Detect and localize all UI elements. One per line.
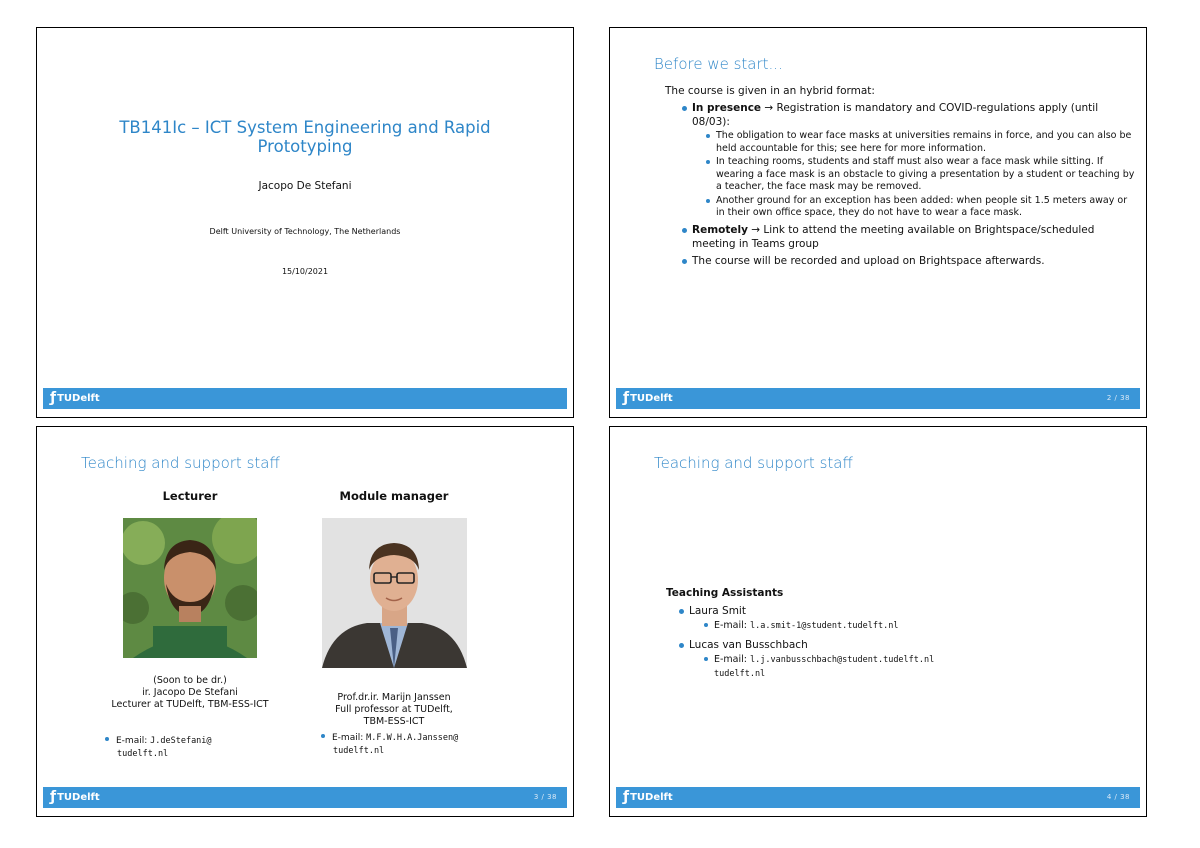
presence-text: → Registration is mandatory and COVID-regulations apply (until 08/03): bbox=[692, 102, 1099, 128]
caption-line: Prof.dr.ir. Marijn Janssen bbox=[337, 692, 451, 703]
tudelft-logo bbox=[50, 790, 100, 805]
manager-portrait-image bbox=[322, 518, 467, 668]
list-item bbox=[702, 653, 934, 681]
bullet-icon bbox=[321, 734, 325, 738]
slide-footer bbox=[43, 388, 567, 409]
caption-line: (Soon to be dr.) bbox=[153, 675, 227, 686]
email-domain[interactable]: tudelft.nl bbox=[117, 749, 169, 759]
lecturer-photo bbox=[123, 518, 257, 658]
list-item-remote bbox=[678, 223, 1135, 251]
slide-footer bbox=[616, 388, 1140, 409]
slide-footer bbox=[616, 787, 1140, 808]
presentation-title: TB141Ic – ICT System Engineering and Rapid Prototyping bbox=[119, 118, 491, 156]
lecturer-email bbox=[105, 735, 212, 761]
presentation-institute: Delft University of Technology, The Netherlands bbox=[209, 227, 401, 236]
caption-line: Full professor at TUDelft, bbox=[335, 704, 453, 715]
ta-heading: Teaching Assistants bbox=[666, 587, 784, 599]
logo-text: TUDelft bbox=[57, 792, 100, 803]
presence-label: In presence bbox=[692, 102, 762, 114]
intro-text: The course is given in an hybrid format: bbox=[665, 85, 875, 97]
slide-body bbox=[665, 84, 1135, 268]
bullet-icon bbox=[105, 737, 109, 741]
logo-text: TUDelft bbox=[630, 393, 673, 404]
list-item: The obligation to wear face masks at universities remains in force, and you can also be held accountable for this; see here for more information. bbox=[704, 130, 1135, 155]
ta-sublist bbox=[702, 653, 934, 681]
email-domain[interactable]: tudelft.nl bbox=[714, 669, 766, 679]
manager-email bbox=[321, 732, 458, 758]
email-address[interactable]: l.j.vanbusschbach@student.tudelft.nl bbox=[750, 655, 935, 665]
email-label: E-mail: bbox=[714, 620, 747, 631]
lecturer-column bbox=[95, 489, 285, 711]
slide-footer bbox=[43, 787, 567, 808]
lecturer-caption bbox=[95, 675, 285, 711]
ta-list bbox=[675, 603, 934, 681]
list-item: In teaching rooms, students and staff must also wear a face mask while sitting. If wearing a face mask is an obstacle to giving a presentation by a student or teaching by a teacher, the face mask may be removed. bbox=[704, 156, 1135, 194]
email-address[interactable]: M.F.W.H.A.Janssen@ bbox=[366, 733, 459, 743]
manager-caption bbox=[309, 692, 479, 728]
list-item: Another ground for an exception has been added: when people sit 1.5 meters away or in their own office space, they do not have to wear a face mask. bbox=[704, 195, 1135, 220]
flame-icon: ƒ bbox=[623, 390, 630, 406]
slide-title: Teaching and support staff bbox=[81, 454, 280, 472]
caption-line: TBM-ESS-ICT bbox=[363, 716, 425, 727]
slide-1-title[interactable] bbox=[36, 27, 574, 418]
flame-icon: ƒ bbox=[623, 789, 630, 805]
slide-body bbox=[666, 585, 934, 685]
email-domain[interactable]: tudelft.nl bbox=[333, 746, 385, 756]
slide-2-before-we-start[interactable] bbox=[609, 27, 1147, 418]
presence-sublist bbox=[704, 130, 1135, 220]
email-label: E-mail: bbox=[714, 654, 747, 665]
page-number: 2 / 38 bbox=[1106, 394, 1130, 402]
list-item bbox=[675, 637, 934, 681]
caption-line: ir. Jacopo De Stefani bbox=[142, 687, 238, 698]
logo-text: TUDelft bbox=[630, 792, 673, 803]
email-address[interactable]: l.a.smit-1@student.tudelft.nl bbox=[750, 621, 899, 631]
list-item-presence bbox=[678, 101, 1135, 220]
ta-name: Laura Smit bbox=[689, 605, 746, 617]
manager-heading: Module manager bbox=[339, 489, 449, 503]
logo-text: TUDelft bbox=[57, 393, 100, 404]
presentation-date: 15/10/2021 bbox=[281, 267, 329, 276]
remote-label: Remotely bbox=[692, 223, 748, 236]
tudelft-logo bbox=[623, 790, 673, 805]
ta-sublist bbox=[702, 619, 934, 633]
email-label: E-mail: bbox=[116, 736, 148, 746]
lecturer-portrait-image bbox=[123, 518, 257, 658]
email-address[interactable]: J.deStefani@ bbox=[150, 736, 212, 746]
lecturer-heading: Lecturer bbox=[162, 489, 218, 503]
manager-photo bbox=[322, 518, 467, 668]
slide-title: Teaching and support staff bbox=[654, 454, 853, 472]
flame-icon: ƒ bbox=[50, 789, 57, 805]
presentation-author: Jacopo De Stefani bbox=[258, 180, 352, 192]
page-number: 3 / 38 bbox=[533, 793, 557, 801]
list-item-recorded: The course will be recorded and upload on Brightspace afterwards. bbox=[678, 254, 1135, 268]
page-number: 4 / 38 bbox=[1106, 793, 1130, 801]
manager-column bbox=[309, 489, 479, 728]
tudelft-logo bbox=[623, 391, 673, 406]
flame-icon: ƒ bbox=[50, 390, 57, 406]
ta-name: Lucas van Busschbach bbox=[689, 639, 808, 651]
list-item bbox=[702, 619, 934, 633]
format-list bbox=[678, 101, 1135, 268]
slide-3-staff[interactable] bbox=[36, 426, 574, 817]
email-label: E-mail: bbox=[332, 733, 364, 743]
caption-line: Lecturer at TUDelft, TBM-ESS-ICT bbox=[111, 699, 269, 710]
slide-4-teaching-assistants[interactable] bbox=[609, 426, 1147, 817]
tudelft-logo bbox=[50, 391, 100, 406]
slide-title: Before we start... bbox=[654, 55, 783, 73]
list-item bbox=[675, 603, 934, 633]
remote-text: → Link to attend the meeting available on Brightspace/scheduled meeting in Teams group bbox=[692, 223, 1095, 250]
